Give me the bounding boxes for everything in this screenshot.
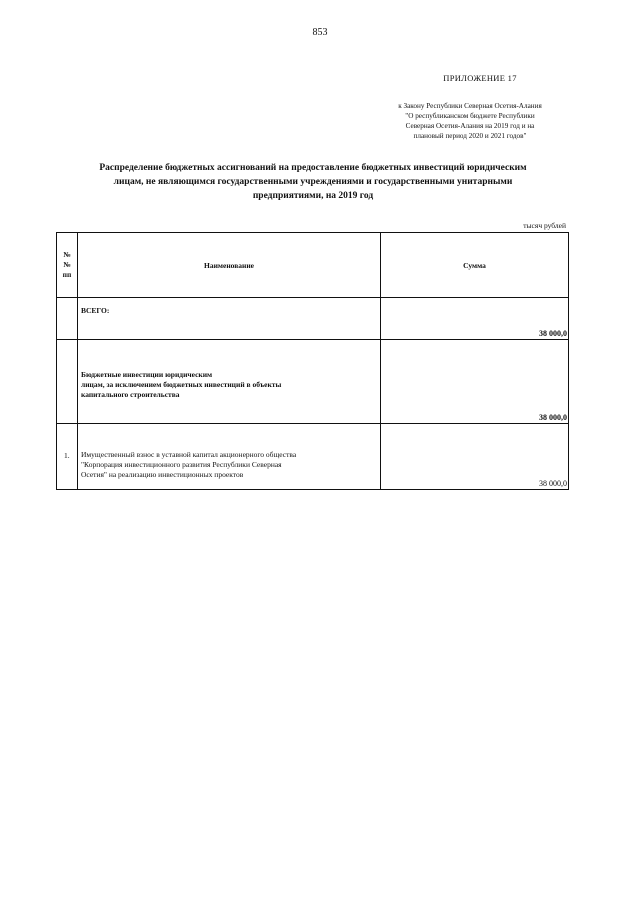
row-name-line: Имущественный взнос в уставной капитал акционерного общества: [81, 450, 297, 459]
row-number: [57, 298, 78, 340]
header-number: [57, 233, 78, 298]
row-sum: 38 000,0: [381, 424, 569, 490]
page-number: 853: [312, 27, 328, 38]
row-sum: 38 000,0: [381, 340, 569, 424]
document-title: [58, 161, 568, 203]
header-number-line: пп: [62, 270, 72, 279]
header-name: Наименование: [78, 233, 381, 298]
row-name: [78, 298, 381, 340]
table-row-investments: [57, 340, 569, 424]
law-reference: [375, 101, 565, 141]
table-header-row: [57, 233, 569, 298]
law-reference-line: к Закону Республики Северная Осетия-Алания: [398, 102, 542, 110]
header-number-line: №: [63, 250, 71, 259]
document-title-line: Распределение бюджетных ассигнований на предоставление бюджетных инвестиций юридическим: [99, 163, 527, 173]
document-title-line: лицам, не являющимся государственными учреждениями и государственными унитарными: [113, 177, 513, 187]
row-name-line: "Корпорация инвестиционного развития Республики Северная: [81, 460, 282, 469]
row-name-line: ВСЕГО:: [81, 306, 110, 315]
law-reference-line: Северная Осетия-Алания на 2019 год и на: [405, 122, 535, 130]
document-title-line: предприятиями, на 2019 год: [252, 191, 374, 201]
header-number-line: №: [63, 260, 71, 269]
row-name: [78, 424, 381, 490]
law-reference-line: плановый период 2020 и 2021 годов": [413, 132, 527, 140]
appendix-title: ПРИЛОЖЕНИЕ 17: [443, 73, 517, 83]
row-number: [57, 340, 78, 424]
row-name-line: Бюджетные инвестиции юридическим: [81, 370, 213, 379]
row-name: [78, 340, 381, 424]
budget-table: [56, 232, 569, 490]
row-name-line: лицам, за исключением бюджетных инвестиций в объекты: [81, 380, 282, 389]
header-sum: Сумма: [381, 233, 569, 298]
law-reference-line: "О республиканском бюджете Республики: [405, 112, 535, 120]
row-name-line: Осетия" на реализацию инвестиционных проектов: [81, 470, 244, 479]
row-number: 1.: [57, 424, 78, 490]
table-row-item: [57, 424, 569, 490]
row-name-line: капитального строительства: [81, 390, 180, 399]
units-label: тысяч рублей: [523, 221, 566, 230]
row-sum: 38 000,0: [381, 298, 569, 340]
table-row-total: [57, 298, 569, 340]
